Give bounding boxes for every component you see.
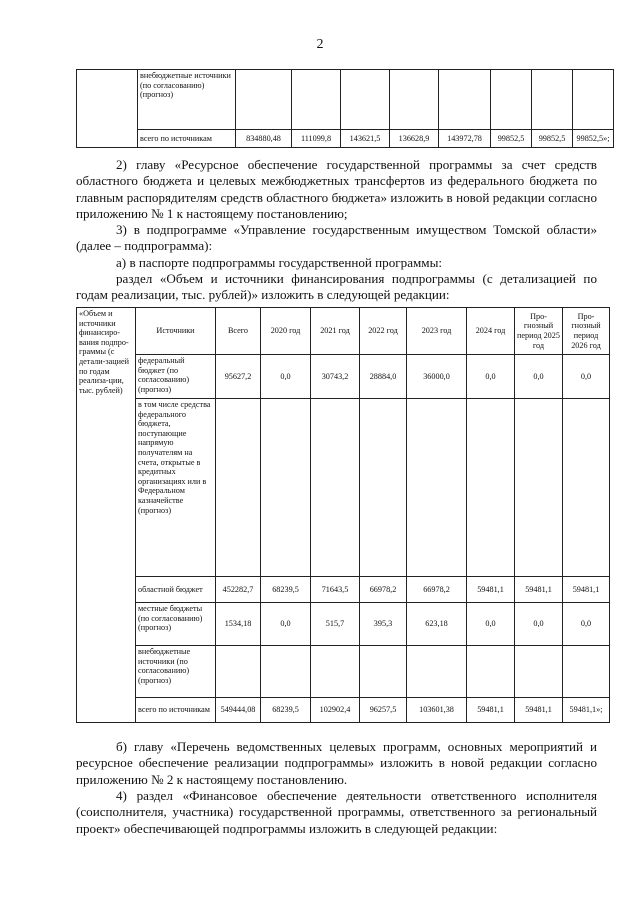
value-cell: 102902,4	[311, 698, 360, 723]
value-cell	[360, 646, 407, 698]
value-cell: 143621,5	[341, 130, 390, 148]
source-cell: местные бюджеты (по согласованию) (прогноз)	[136, 603, 216, 646]
value-cell: 96257,5	[360, 698, 407, 723]
value-cell: 0,0	[261, 355, 311, 399]
value-cell	[261, 399, 311, 577]
source-cell: всего по источникам	[136, 698, 216, 723]
source-cell: в том числе средства федерального бюджета, поступающие напрямую получателям на счета, открытые в кредитных организациях или в Федеральном казначействе (прогноз)	[136, 399, 216, 577]
table-header-row	[77, 308, 610, 355]
page-number: 2	[316, 37, 324, 52]
value-cell: 30743,2	[311, 355, 360, 399]
source-cell: всего по источникам	[138, 130, 236, 148]
top-table	[76, 69, 614, 148]
value-cell	[360, 399, 407, 577]
table-row	[77, 399, 610, 577]
value-cell: 59481,1»;	[563, 698, 610, 723]
value-cell: 623,18	[407, 603, 467, 646]
header-cell: Про-гнозный период 2026 год	[563, 308, 610, 355]
value-cell	[341, 70, 390, 130]
value-cell: 68239,5	[261, 577, 311, 603]
value-cell: 0,0	[467, 355, 515, 399]
value-cell	[261, 646, 311, 698]
value-cell: 36000,0	[407, 355, 467, 399]
value-cell	[292, 70, 341, 130]
paragraph-2: 2) главу «Ресурсное обеспечение государственной программы за счет средств областного бюджета и целевых межбюджетных трансфертов из федерального бюджета по главным распорядителям средств областного бюджета» изложить в новой редакции согласно приложению № 1 к настоящему постановлению;	[76, 157, 597, 221]
value-cell: 66978,2	[360, 577, 407, 603]
value-cell	[216, 646, 261, 698]
value-cell: 66978,2	[407, 577, 467, 603]
value-cell	[467, 646, 515, 698]
value-cell	[491, 70, 532, 130]
value-cell	[532, 70, 573, 130]
value-cell: 0,0	[515, 355, 563, 399]
table-row	[77, 577, 610, 603]
value-cell: 395,3	[360, 603, 407, 646]
header-cell: Про-гнозный период 2025 год	[515, 308, 563, 355]
table-row	[77, 355, 610, 399]
value-cell: 95627,2	[216, 355, 261, 399]
value-cell	[515, 399, 563, 577]
empty-cell	[77, 70, 138, 148]
value-cell: 549444,08	[216, 698, 261, 723]
value-cell: 59481,1	[467, 698, 515, 723]
value-cell: 143972,78	[439, 130, 491, 148]
source-cell: федеральный бюджет (по согласованию) (прогноз)	[136, 355, 216, 399]
value-cell: 111099,8	[292, 130, 341, 148]
value-cell: 71643,5	[311, 577, 360, 603]
value-cell: 834880,48	[236, 130, 292, 148]
table-row	[77, 698, 610, 723]
paragraph-3b: б) главу «Перечень ведомственных целевых программ, основных мероприятий и ресурсное обеспечение реализации подпрограммы» изложить в новой редакции согласно приложению № 2 к настоящему постановлению.	[76, 739, 597, 787]
table-row	[77, 130, 614, 148]
value-cell	[407, 399, 467, 577]
value-cell: 0,0	[467, 603, 515, 646]
left-label-cell: «Объем и источники финансиро-вания подпро-граммы (с детали-зацией по годам реализа-ции, тыс. рублей)	[77, 308, 136, 723]
value-cell	[390, 70, 439, 130]
value-cell: 68239,5	[261, 698, 311, 723]
value-cell	[563, 646, 610, 698]
paragraph-3a: а) в паспорте подпрограммы государственной программы:	[116, 255, 443, 270]
paragraph-3: 3) в подпрограмме «Управление государственным имуществом Томской области» (далее – подпрограмма):	[76, 222, 597, 254]
value-cell	[236, 70, 292, 130]
header-cell: 2021 год	[311, 308, 360, 355]
table-row	[77, 603, 610, 646]
value-cell: 0,0	[563, 355, 610, 399]
value-cell	[515, 646, 563, 698]
value-cell: 1534,18	[216, 603, 261, 646]
header-cell: 2020 год	[261, 308, 311, 355]
source-cell: внебюджетные источники (по согласованию) (прогноз)	[138, 70, 236, 130]
value-cell: 59481,1	[467, 577, 515, 603]
value-cell	[216, 399, 261, 577]
source-cell: внебюджетные источники (по согласованию) (прогноз)	[136, 646, 216, 698]
value-cell	[439, 70, 491, 130]
financing-table	[76, 307, 610, 723]
value-cell	[407, 646, 467, 698]
value-cell	[573, 70, 614, 130]
header-cell: Источники	[136, 308, 216, 355]
value-cell: 28884,0	[360, 355, 407, 399]
value-cell	[311, 399, 360, 577]
value-cell: 136628,9	[390, 130, 439, 148]
paragraph-3a-section: раздел «Объем и источники финансирования подпрограммы (с детализацией по годам реализации, тыс. рублей)» изложить в следующей редакции:	[76, 271, 597, 303]
value-cell	[563, 399, 610, 577]
table-row	[77, 646, 610, 698]
header-cell: 2023 год	[407, 308, 467, 355]
value-cell: 59481,1	[563, 577, 610, 603]
paragraph-4: 4) раздел «Финансовое обеспечение деятельности ответственного исполнителя (соисполнителя, участника) государственной программы, ответственного за региональный проект» обеспечивающей подпрограммы изложить в следующей редакции:	[76, 788, 597, 836]
value-cell: 515,7	[311, 603, 360, 646]
value-cell: 99852,5	[491, 130, 532, 148]
header-cell: Всего	[216, 308, 261, 355]
header-cell: 2024 год	[467, 308, 515, 355]
value-cell: 59481,1	[515, 698, 563, 723]
source-cell: областной бюджет	[136, 577, 216, 603]
value-cell: 99852,5	[532, 130, 573, 148]
value-cell: 0,0	[515, 603, 563, 646]
table-row	[77, 70, 614, 130]
value-cell: 103601,38	[407, 698, 467, 723]
value-cell	[467, 399, 515, 577]
value-cell: 0,0	[261, 603, 311, 646]
header-cell: 2022 год	[360, 308, 407, 355]
value-cell: 99852,5»;	[573, 130, 614, 148]
value-cell: 0,0	[563, 603, 610, 646]
value-cell	[311, 646, 360, 698]
value-cell: 59481,1	[515, 577, 563, 603]
value-cell: 452282,7	[216, 577, 261, 603]
